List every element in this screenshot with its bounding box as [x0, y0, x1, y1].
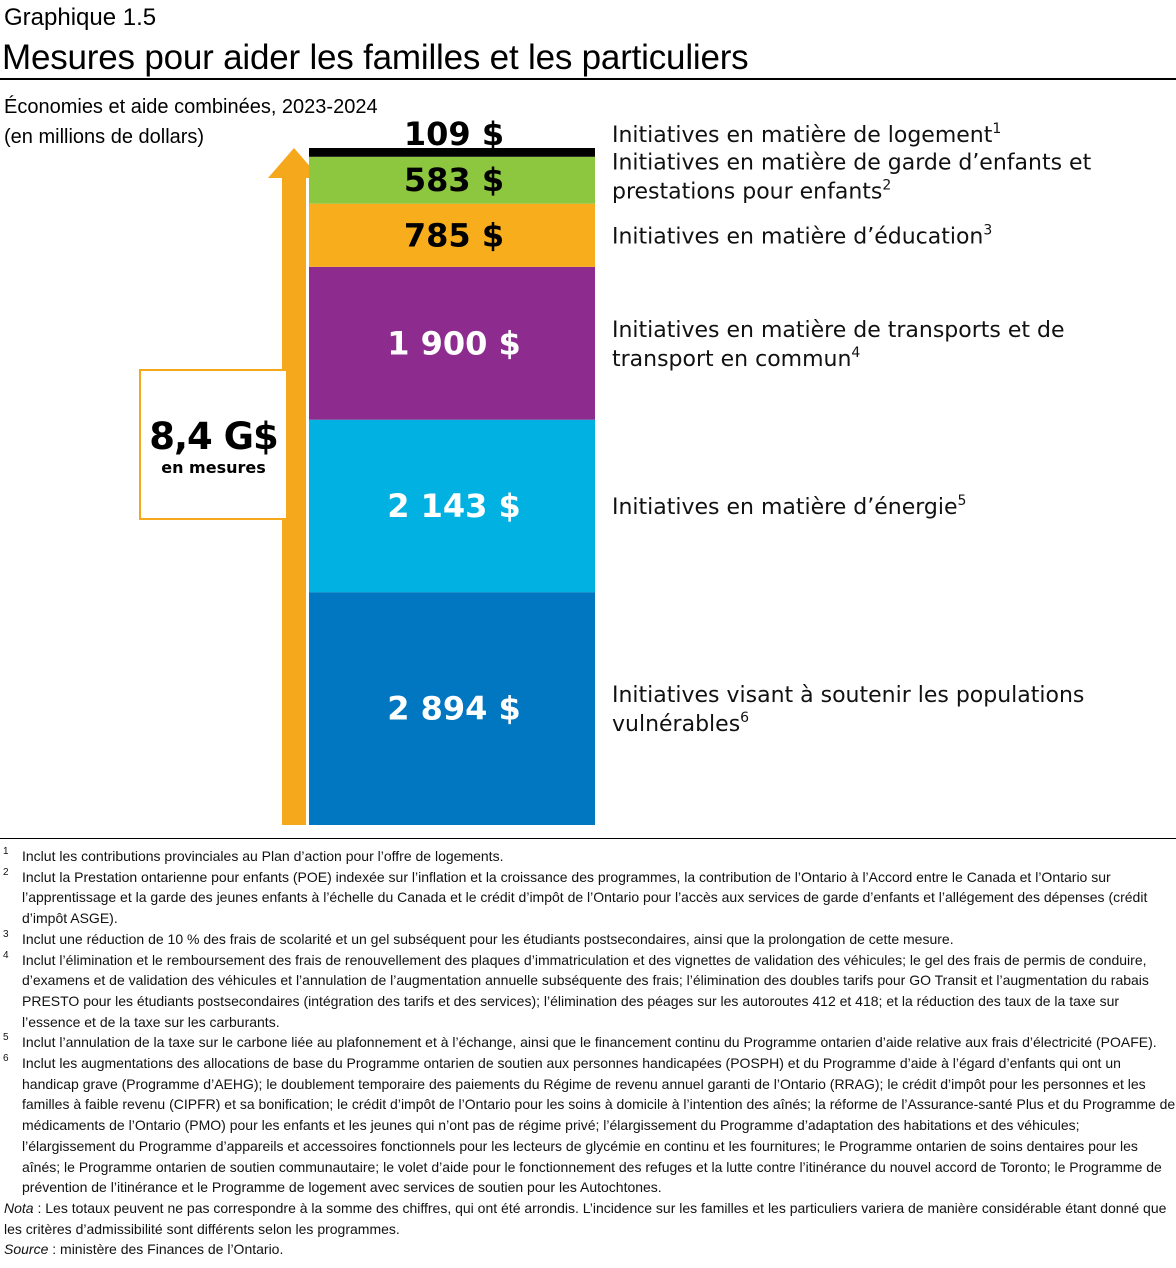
footnote-reference: 6: [740, 710, 750, 727]
footnote-reference: 1: [992, 121, 1002, 137]
category-label: Initiatives en matière de logement$^1$: [612, 121, 1002, 148]
footnote-text: Inclut les augmentations des allocations de base du Programme ontarien de soutien aux personnes handicapées (POSPH) et du Programme d’aide à l’égard d’enfants qui ont un handicap grave (Programme d’AEHG); le doublement temporaire des paiements du Régime de revenu annuel garanti de l’Ontario (RRAG); le crédit d’impôt pour les personnes et les familles à faible revenu (CIPFR) et sa bonification; le crédit d’impôt de l’Ontario pour les soins à domicile à l’intention des aînés; la réforme de l’Assurance-santé Plus et du Programme de médicaments de l’Ontario (PMO) pour les enfants et les jeunes qui n’ont pas de régime privé; l’élargissement du Programme d’adaptation des habitations et des véhicules; l’élargissement du Programme d’appareils et accessoires fonctionnels pour les lecteurs de glycémie en continu et les fournitures; le Programme ontarien de soins dentaires pour les aînés; le Programme ontarien de soutien communautaire; le volet d’aide pour le fonctionnement des refuges et la lutte contre l’itinérance du nouvel accord de Toronto; le Programme de prévention de l’itinérance et le Programme de logement avec services de soutien pour les Autochtones.: [22, 1055, 1176, 1196]
category-label: Initiatives en matière d’énergie$^5$: [612, 492, 967, 520]
category-label: transport en commun$^4$: [612, 344, 861, 372]
note: [0, 1198, 1176, 1239]
footnote-reference: 4: [851, 344, 861, 361]
segment-value-label: 2 143 $: [387, 486, 521, 525]
chart-title: Mesures pour aider les familles et les particuliers: [2, 38, 749, 77]
footnote-text: Inclut l’élimination et le remboursement des frais de renouvellement des plaques d’immatriculation et des vignettes de validation des véhicules; le gel des frais de permis de conduire, d’examens et de validation des véhicules et l’annulation de l’augmentation annuelle subséquente des frais; l’élimination des doubles tarifs pour GO Transit et l’augmentation du rabais PRESTO pour les étudiants postsecondaires (intégration des tarifs et des services); l’élimination des péages sur les autoroutes 412 et 418; et la réduction des taux de la taxe sur l’essence et de la taxe sur les carburants.: [22, 951, 1149, 1030]
footnote: [0, 1053, 1176, 1198]
segment-value-label: 785 $: [403, 216, 505, 255]
note-text: : Les totaux peuvent ne pas correspondre à la somme des chiffres, qui ont été arrondis. L’incidence sur les familles et les particuliers variera de manière considérable étant donné que les critères d’admissibilité sont différents selon les programmes.: [4, 1199, 1167, 1237]
segment-value-label: 1 900 $: [387, 324, 521, 363]
segment-value-label: 583 $: [403, 161, 505, 200]
footnote: [0, 929, 1176, 950]
footnote-number: 3: [3, 928, 9, 940]
total-value: 8,4 G$: [149, 415, 278, 458]
category-label: Initiatives en matière de garde d’enfants et: [612, 150, 1092, 176]
footnote-reference: 2: [882, 177, 892, 194]
figure-number: Graphique 1.5: [4, 4, 157, 31]
footnote: [0, 846, 1176, 867]
category-label: prestations pour enfants$^2$: [612, 177, 892, 205]
footnote-text: Inclut l’annulation de la taxe sur le carbone liée au plafonnement et à l’échange, ainsi que le financement continu du Programme ontarien d’aide relative aux frais d’électricité (POAFE).: [22, 1034, 1157, 1051]
footnote: [0, 1032, 1176, 1053]
footnotes-divider: [0, 838, 1176, 839]
category-label: Initiatives en matière d’éducation$^3$: [612, 222, 993, 250]
footnote-reference: 5: [957, 492, 967, 509]
category-label: Initiatives en matière de transports et de: [612, 317, 1065, 343]
subtitle-line-1: Économies et aide combinées, 2023-2024: [4, 96, 378, 118]
footnote-text: Inclut la Prestation ontarienne pour enfants (POE) indexée sur l’inflation et la croissance des programmes, la contribution de l’Ontario à l’Accord entre le Canada et l’Ontario sur l’apprentissage et la garde des jeunes enfants à l’échelle du Canada et le crédit d’impôt de l’Ontario pour l’accès aux services de garde d’enfants et l’allégement des dépenses (crédit d’impôt ASGE).: [22, 868, 1148, 927]
category-label: vulnérables$^6$: [612, 710, 750, 738]
total-caption: en mesures: [161, 458, 266, 477]
subtitle-line-2: (en millions de dollars): [4, 126, 205, 148]
footnotes-section: [0, 846, 1176, 1260]
category-labels: [612, 121, 1092, 737]
source: [0, 1239, 1176, 1260]
footnote: [0, 867, 1176, 929]
category-label: Initiatives visant à soutenir les populations: [612, 683, 1085, 709]
footnote-text: Inclut les contributions provinciales au Plan d’action pour l’offre de logements.: [22, 848, 504, 864]
footnote-number: 6: [3, 1053, 9, 1065]
segment-value-label: 2 894 $: [387, 689, 521, 728]
footnote-number: 4: [3, 949, 9, 961]
footnote-text: Inclut une réduction de 10 % des frais de scolarité et un gel subséquent pour les étudiants postsecondaires, ainsi que la prolongation de cette mesure.: [22, 930, 954, 947]
note-label: Nota: [4, 1199, 34, 1216]
segment-value-label: 109 $: [403, 115, 505, 153]
source-label: Source: [4, 1241, 49, 1258]
footnote-number: 1: [3, 846, 9, 857]
footnote-reference: 3: [983, 222, 993, 239]
footnote-number: 2: [3, 866, 9, 878]
total-callout: [139, 369, 288, 520]
source-text: : ministère des Finances de l’Ontario.: [48, 1241, 284, 1258]
footnote: [0, 950, 1176, 1033]
footnote-number: 5: [3, 1032, 9, 1044]
